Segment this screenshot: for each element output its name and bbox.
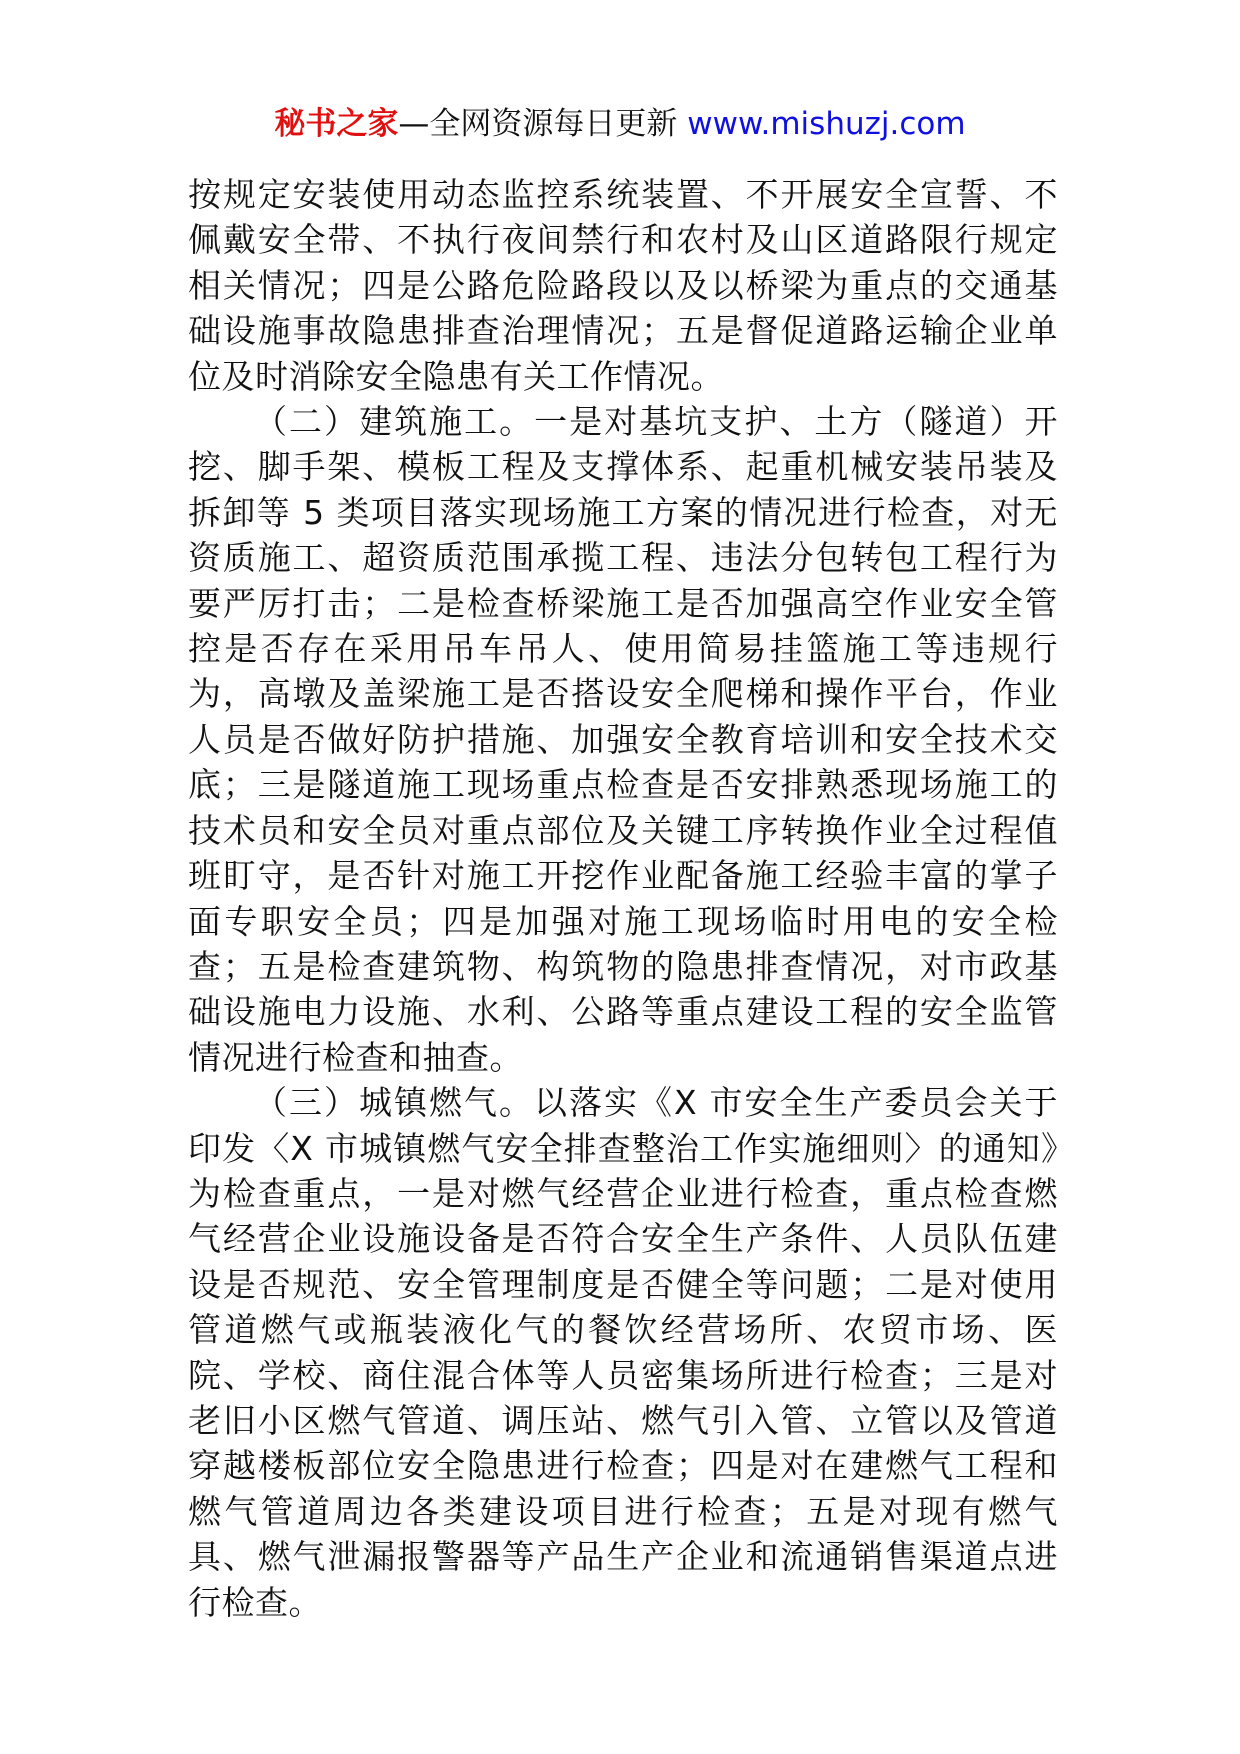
document-body [188,172,1058,1625]
paragraph-construction: （二）建筑施工。一是对基坑支护、土方（隧道）开挖、脚手架、模板工程及支撑体系、起重机械安装吊装及拆卸等 5 类项目落实现场施工方案的情况进行检查，对无资质施工、超资质范围承揽工程、违法分包转包工程行为要严厉打击；二是检查桥梁施工是否加强高空作业安全管控是否存在采用吊车吊人、使用简易挂篮施工等违规行为，高墩及盖梁施工是否搭设安全爬梯和操作平台，作业人员是否做好防护措施、加强安全教育培训和安全技术交底；三是隧道施工现场重点检查是否安排熟悉现场施工的技术员和安全员对重点部位及关键工序转换作业全过程值班盯守，是否针对施工开挖作业配备施工经验丰富的掌子面专职安全员；四是加强对施工现场临时用电的安全检查；五是检查建筑物、构筑物的隐患排查情况，对市政基础设施电力设施、水利、公路等重点建设工程的安全监管情况进行检查和抽查。 [188,402,1058,1077]
paragraph-continuation: 按规定安装使用动态监控系统装置、不开展安全宣誓、不佩戴安全带、不执行夜间禁行和农村及山区道路限行规定相关情况；四是公路危险路段以及以桥梁为重点的交通基础设施事故隐患排查治理情况；五是督促道路运输企业单位及时消除安全隐患有关工作情况。 [188,175,1058,396]
paragraph-gas: （三）城镇燃气。以落实《X 市安全生产委员会关于印发〈X 市城镇燃气安全排查整治工作实施细则〉的通知》为检查重点，一是对燃气经营企业进行检查，重点检查燃气经营企业设施设备是否符合安全生产条件、人员队伍建设是否规范、安全管理制度是否健全等问题；二是对使用管道燃气或瓶装液化气的餐饮经营场所、农贸市场、医院、学校、商住混合体等人员密集场所进行检查；三是对老旧小区燃气管道、调压站、燃气引入管、立管以及管道穿越楼板部位安全隐患进行检查；四是对在建燃气工程和燃气管道周边各类建设项目进行检查；五是对现有燃气具、燃气泄漏报警器等产品生产企业和流通销售渠道点进行检查。 [188,1083,1058,1622]
page-header [0,104,1240,144]
header-brand: 秘书之家 [274,106,399,142]
header-slogan: —全网资源每日更新 [398,106,678,142]
header-url-link[interactable]: www.mishuzj.com [687,106,966,142]
